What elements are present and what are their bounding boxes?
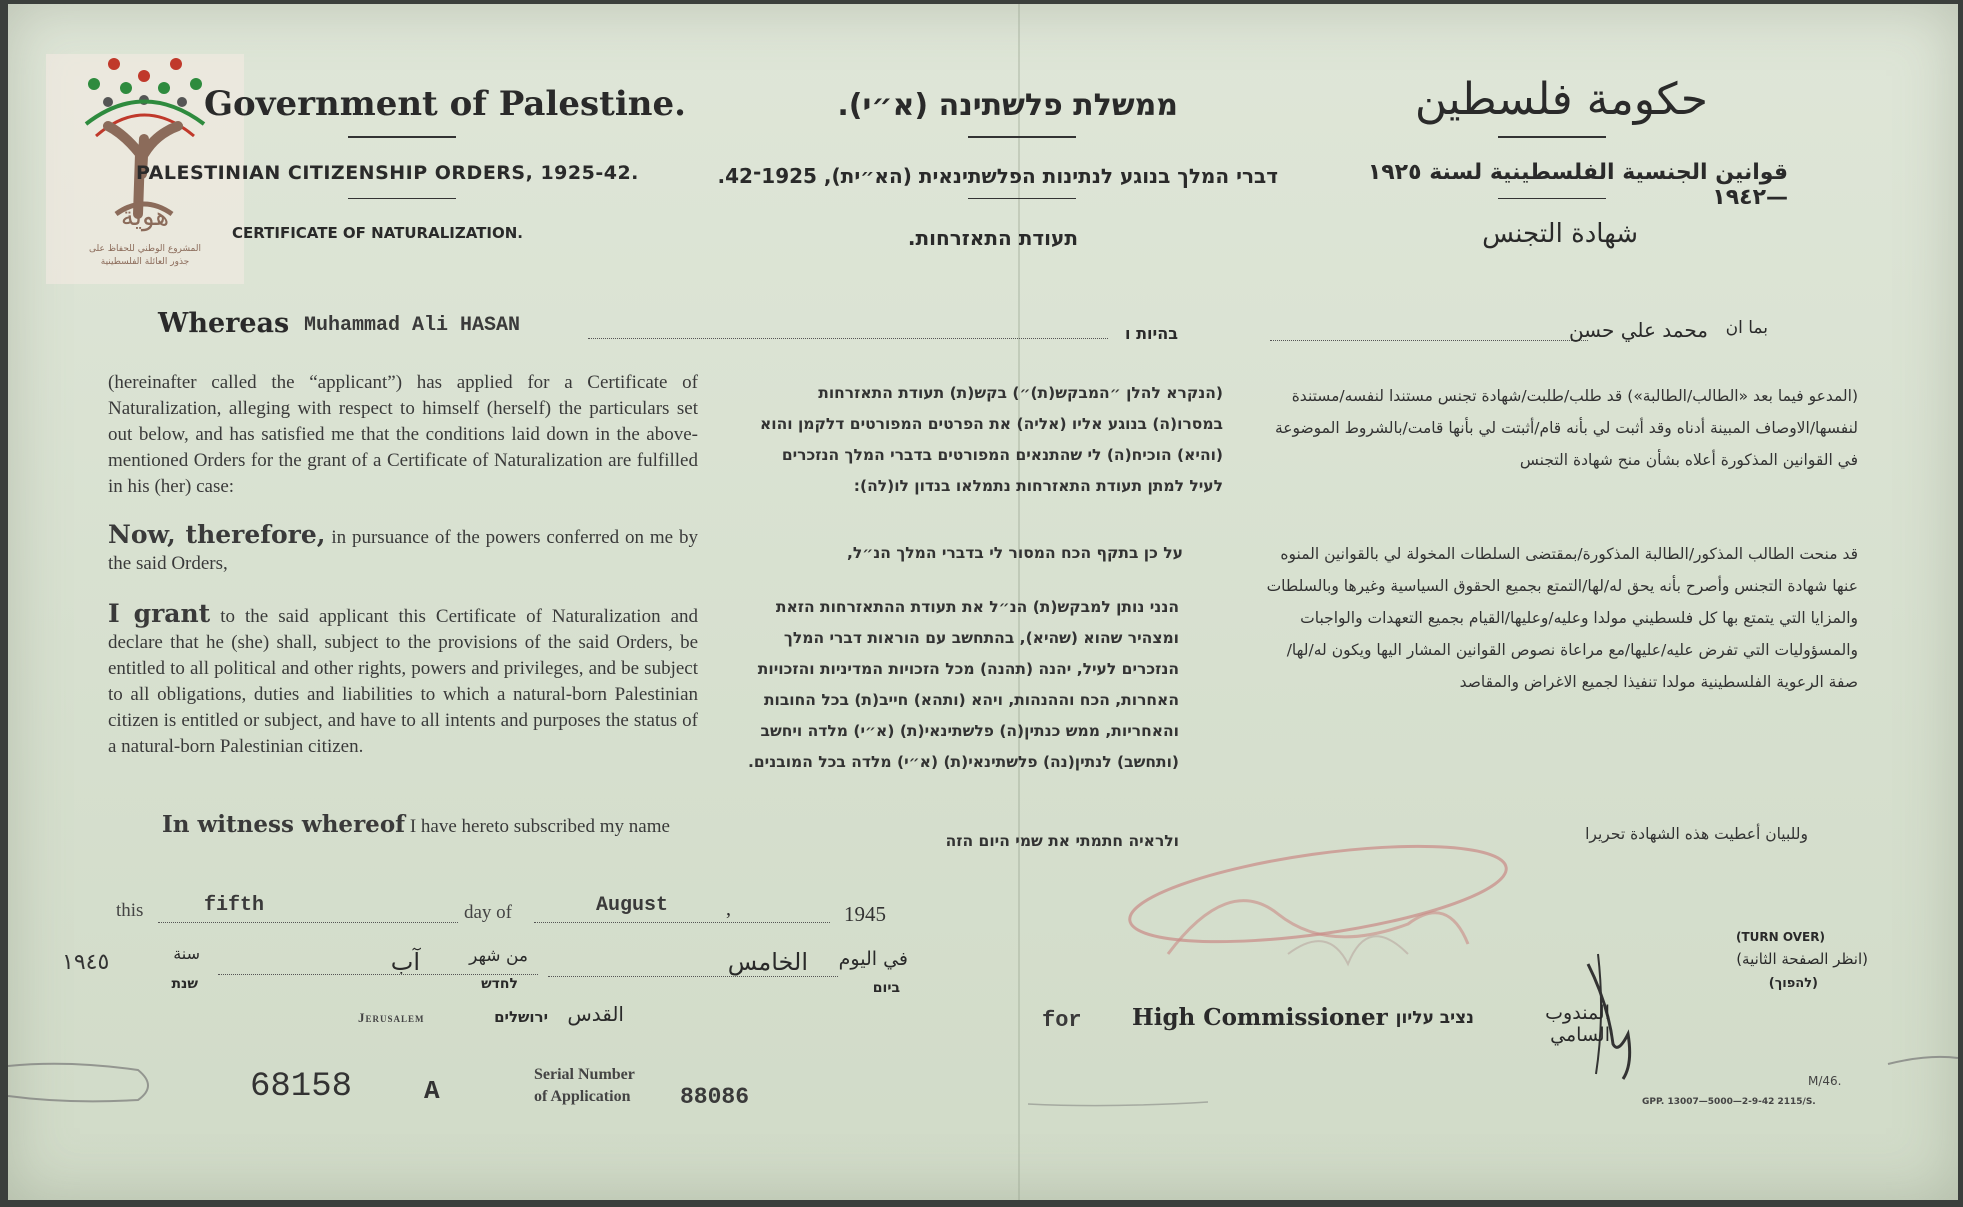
english-paragraph-grant bbox=[108, 601, 698, 760]
arabic-orders-rule bbox=[1498, 198, 1606, 199]
month-dotted-line bbox=[534, 922, 830, 923]
hebrew-paragraph-2: על כן בתקף הכח המסור לי בדברי המלך הנ״ל, bbox=[846, 544, 1183, 562]
arabic-title: حكومة فلسطين bbox=[1414, 74, 1708, 125]
watermark-line1: المشروع الوطني للحفاظ على bbox=[88, 244, 201, 254]
arabic-paragraph-3: وللبيان أعطيت هذه الشهادة تحريرا bbox=[1585, 825, 1808, 843]
hebrew-cert-title: תעודת התאזרחות. bbox=[907, 226, 1078, 250]
arabic-applicant-name: محمد علي حسن bbox=[1568, 318, 1708, 342]
high-commissioner-english: High Commissioner bbox=[1132, 1004, 1388, 1031]
english-title-rule bbox=[348, 136, 456, 138]
certificate-paper bbox=[8, 4, 1958, 1200]
serial-label-2: of Application bbox=[534, 1088, 631, 1105]
arabic-month-value: آب bbox=[390, 948, 420, 976]
applicant-name: Muhammad Ali HASAN bbox=[304, 314, 521, 337]
arabic-sana-label: سنة bbox=[173, 944, 200, 963]
whereas-label: Whereas bbox=[158, 308, 290, 339]
arabic-month-label: من شهر bbox=[469, 946, 528, 966]
printer-code: GPP. 13007—5000—2-9-42 2115/S. bbox=[1642, 1097, 1816, 1107]
i-grant-text: to the said applicant this Certificate of Naturalization and declare that he (she) shall, subject to the provisions of the said Orders, be entitled to all political and other rights, powers and privileges, and be subject to all obligations, duties and liabilities to which a natural-born Palestinian citizen is entitled or subject, and have to all intents and purposes the status of a natural-born Palestinian citizen. bbox=[108, 606, 699, 757]
whereas-arabic-label: بما ان bbox=[1725, 318, 1768, 338]
date-month-value: August bbox=[596, 894, 669, 917]
arabic-orders: قوانين الجنسية الفلسطينية لسنة ١٩٢٥—١٩٤٢ bbox=[1367, 160, 1788, 210]
hebrew-shana-label: שנת bbox=[171, 976, 198, 992]
place-hebrew: ירושלים bbox=[494, 1008, 548, 1026]
arabic-cert-title: شهادة التجنس bbox=[1482, 219, 1638, 249]
arabic-paragraph-1: (المدعو فيما بعد «الطالب/الطالبة») قد طلب/طلبت/شهادة تجنس مستندا لنفسه/مستندة لنفسها/الاوصاف المبينة أدناه وقد أثبت لي بأنه قام/أثبتت لي بأنها قامت/بالشروط الموضوعة في القوانين المذكورة أعلاه بشأن منح شهادة التجنس bbox=[1274, 387, 1858, 469]
serial-letter: A bbox=[424, 1076, 440, 1106]
arabic-title-rule bbox=[1498, 136, 1606, 138]
hebrew-orders: דברי המלך בנוגע לנתינות הפלשתינאית (הא״ית), 1925־42. bbox=[717, 164, 1278, 188]
high-commissioner-arabic: المندوب السامي bbox=[1545, 1002, 1610, 1046]
hebrew-month-label: לחדש bbox=[481, 976, 518, 992]
application-number: 88086 bbox=[680, 1084, 750, 1110]
place-arabic: القدس bbox=[567, 1002, 624, 1026]
date-day-value: fifth bbox=[204, 894, 265, 917]
whereas-hebrew-label: בהיות ו bbox=[1125, 324, 1178, 343]
english-orders: PALESTINIAN CITIZENSHIP ORDERS, 1925-42. bbox=[136, 162, 639, 184]
watermark-line2: جذور العائلة الفلسطينية bbox=[100, 257, 190, 267]
turn-over-arabic: (انظر الصفحة الثانية) bbox=[1736, 950, 1868, 968]
day-dotted-line bbox=[158, 922, 458, 923]
hebrew-title: ממשלת פלשתינה (א״י). bbox=[837, 88, 1178, 123]
in-witness-text: I have hereto subscribed my name bbox=[405, 816, 670, 837]
arabic-paragraph-2: قد منحت الطالب المذكور/الطالبة المذكورة/بمقتضى السلطات المخولة لي بالقوانين المنوه عنها شهادة التجنس وأصرح بأنه يحق له/لها/التمتع بجميع الحقوق السياسية وغيرها وبالسلطات والمزايا التي يتمتع بها كل فلسطيني مولدا وعليه/وعليها/القيام بجميع التعهدات والواجبات والمسؤوليات التي تفرض عليه/عليها/مع مراعاة نصوص القوانين المشار اليها ويكون له/لها/ صفة الرعوية الفلسطينية مولدا تنفيذا لجميع الاغراض والمقاصد bbox=[1266, 545, 1858, 691]
english-cert-title: CERTIFICATE OF NATURALIZATION. bbox=[232, 224, 523, 242]
arabic-day-dotted-line bbox=[548, 976, 838, 977]
arabic-day-label: في اليوم bbox=[838, 948, 908, 970]
form-code: M/46. bbox=[1808, 1074, 1842, 1088]
whereas-dotted-line bbox=[588, 338, 1108, 339]
hebrew-paragraph-4: ולראיה חתמתי את שמי היום הזה bbox=[945, 832, 1179, 850]
now-therefore-text: in pursuance of the powers conferred on me by the said Orders, bbox=[108, 527, 698, 574]
watermark-arabic-name: هوية bbox=[120, 202, 170, 232]
place-english: Jerusalem bbox=[358, 1010, 425, 1025]
hebrew-day-label: ביום bbox=[872, 980, 900, 996]
in-witness-label: In witness whereof bbox=[162, 811, 406, 838]
date-year: 1945 bbox=[844, 902, 886, 926]
date-comma: , bbox=[726, 898, 731, 920]
arabic-day-value: الخامس bbox=[727, 948, 808, 976]
turn-over-english: (TURN OVER) bbox=[1736, 930, 1825, 944]
english-paragraph-now bbox=[108, 522, 698, 577]
i-grant-label: I grant bbox=[108, 599, 211, 628]
turn-over-hebrew: (להפוך) bbox=[1768, 976, 1818, 991]
english-paragraph-1: (hereinafter called the “applicant”) has applied for a Certificate of Naturalization, alleging with respect to himself (herself) the particulars set out below, and has satisfied me that the conditions laid down in the above-mentioned Orders for the grant of a Certificate of Naturalization are fulfilled in his (her) case: bbox=[108, 372, 698, 497]
serial-number: 68158 bbox=[250, 1068, 353, 1106]
arabic-year: ١٩٤٥ bbox=[62, 950, 110, 975]
serial-label-1: Serial Number bbox=[534, 1066, 635, 1083]
tree-icon bbox=[46, 54, 244, 224]
hebrew-orders-rule bbox=[968, 198, 1076, 199]
english-paragraph-witness bbox=[162, 812, 722, 840]
hebrew-title-rule bbox=[968, 136, 1076, 138]
now-therefore-label: Now, therefore, bbox=[108, 520, 326, 549]
for-label: for bbox=[1042, 1008, 1082, 1033]
english-orders-rule bbox=[348, 198, 456, 199]
high-commissioner-hebrew: נציב עליון bbox=[1395, 1008, 1474, 1028]
english-title: Government of Palestine. bbox=[204, 84, 686, 124]
date-day-of-label: day of bbox=[464, 902, 513, 923]
hebrew-paragraph-3: הנני נותן למבקש(ת) הנ״ל את תעודת ההתאזרחות הזאת ומצהיר שהוא (שהיא), בהתחשב עם הוראות דברי המלך הנזכרים לעיל, יהנה (תהנה) מכל הזכויות המדיניות והזכויות האחרות, הכח וההנהות, ויהא (ותהא) חייב(ת) בכל החובות והאחריות, ממש כנתין(ה) פלשתינאי(ת) (א״י) מלדה ויחשב (ותחשב) לנתין(נה) פלשתינאי(ת) (א״י) מלדה בכל המובנים. bbox=[747, 598, 1179, 771]
hebrew-paragraph-1: (הנקרא להלן ״המבקש(ת)״) בקש(ת) תעודת התאזרחות במסרו(ה) בנוגע אליו (אליה) את הפרטים המפורטים דלקמן והוא (והיא) הוכיח(ה) לי שהתנאים המפורטים בדברי המלך הנזכרים לעיל למתן תעודת התאזרחות נתמלאו בנדון לו(לה): bbox=[759, 384, 1223, 495]
date-this-label: this bbox=[116, 900, 144, 921]
